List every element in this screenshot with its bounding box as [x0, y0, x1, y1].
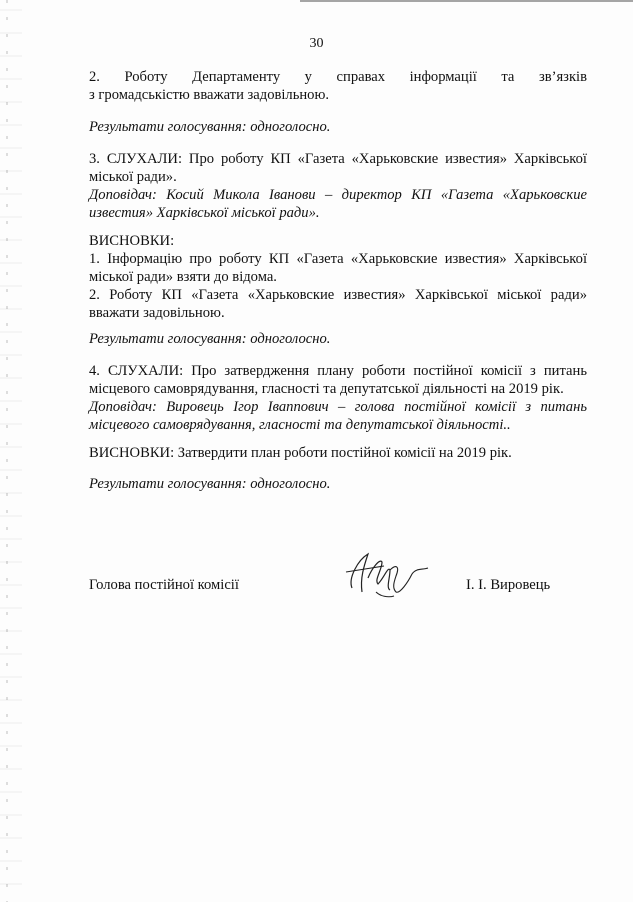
- speaker-line: місцевого самоврядування, гласності та депутатської діяльності..: [89, 417, 511, 433]
- conclusions-block: [89, 232, 587, 322]
- text-line: 2. Роботу Департаменту у справах інформації та зв’язків: [89, 69, 587, 85]
- paragraph-department-evaluation: [89, 68, 587, 104]
- scan-edge-artifact: [300, 0, 633, 2]
- conclusions-heading: ВИСНОВКИ:: [89, 233, 175, 249]
- conclusions-plan: ВИСНОВКИ: Затвердити план роботи постійної комісії на 2019 рік.: [89, 445, 512, 461]
- text-line: міської ради» взяти до відома.: [89, 269, 277, 285]
- signatory-title: Голова постійної комісії: [89, 577, 239, 593]
- scan-edge-artifact: [6, 0, 8, 902]
- agenda-item-4: [89, 362, 587, 434]
- text-line: 2. Роботу КП «Газета «Харьковские известия» Харківської міської ради»: [89, 287, 587, 303]
- text-line: 1. Інформацію про роботу КП «Газета «Харьковские известия» Харківської: [89, 251, 587, 267]
- page-number: 30: [309, 36, 324, 51]
- text-line: місцевого самоврядування, гласності та депутатської діяльності на 2019 рік.: [89, 381, 564, 397]
- signatory-name: І. І. Вировець: [466, 577, 551, 593]
- speaker-line: Доповідач: Косий Микола Іванови – директор КП «Газета «Харьковские: [89, 187, 587, 203]
- text-line: з громадськістю вважати задовільною.: [89, 87, 330, 103]
- voting-result: Результати голосування: одноголосно.: [89, 119, 331, 135]
- agenda-item-3: [89, 150, 587, 222]
- speaker-line: известия» Харківської міської ради».: [89, 205, 320, 221]
- scan-edge-artifact: [0, 0, 22, 902]
- text-line: вважати задовільною.: [89, 305, 225, 321]
- voting-result: Результати голосування: одноголосно.: [89, 476, 331, 492]
- handwritten-signature: [338, 548, 434, 602]
- text-line: 3. СЛУХАЛИ: Про роботу КП «Газета «Харьковские известия» Харківської: [89, 151, 587, 167]
- text-line: міської ради».: [89, 169, 177, 185]
- text-line: 4. СЛУХАЛИ: Про затвердження плану роботи постійної комісії з питань: [89, 363, 587, 379]
- voting-result: Результати голосування: одноголосно.: [89, 331, 331, 347]
- speaker-line: Доповідач: Вировець Ігор Іваппович – голова постійної комісії з питань: [89, 399, 587, 415]
